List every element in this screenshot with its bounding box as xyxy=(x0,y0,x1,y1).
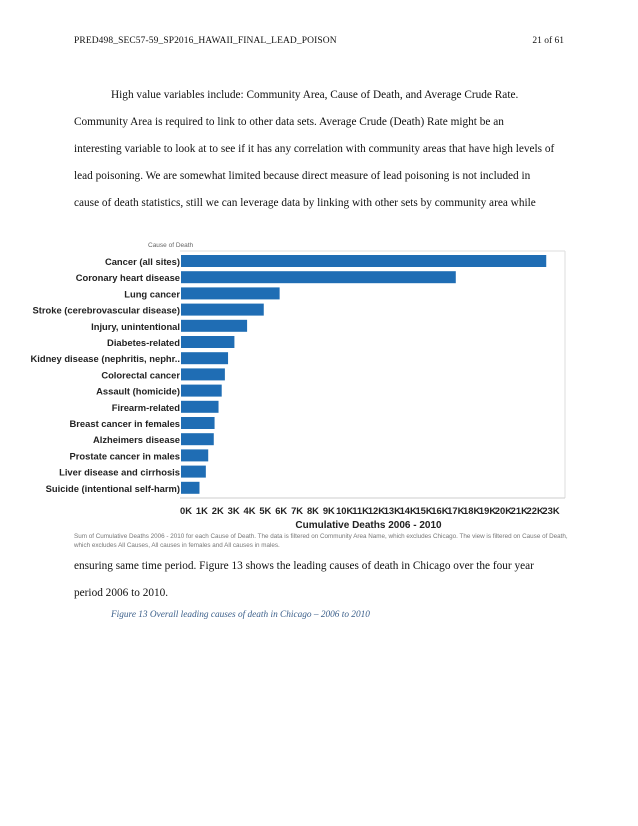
x-tick-label: 18K xyxy=(463,505,481,516)
bar-chart-svg xyxy=(30,237,570,532)
category-label: Coronary heart disease xyxy=(75,272,180,284)
bar xyxy=(181,466,206,478)
bar xyxy=(181,304,264,316)
body-line: cause of death statistics, still we can leverage data by linking with other sets by community area while xyxy=(74,197,536,209)
x-tick-label: 7K xyxy=(291,505,304,516)
chart-note: Sum of Cumulative Deaths 2006 - 2010 for each Cause of Death. The data is filtered on Community Area Name, which excludes Chicago. The view is filtered on Cause of Death, which excludes All Causes, All causes in females and All causes in males. xyxy=(74,533,568,549)
x-tick-label: 9K xyxy=(322,505,335,516)
figure-caption: Figure 13 Overall leading causes of death in Chicago – 2006 to 2010 xyxy=(111,610,370,620)
x-tick-label: 23K xyxy=(542,505,560,516)
page-number: 21 of 61 xyxy=(532,36,564,46)
category-label: Stroke (cerebrovascular disease) xyxy=(32,304,180,316)
bar xyxy=(181,401,219,413)
x-tick-label: 1K xyxy=(195,505,208,516)
x-tick-label: 20K xyxy=(494,505,512,516)
bar xyxy=(181,482,199,494)
body-line: Community Area is required to link to other data sets. Average Crude (Death) Rate might be an xyxy=(74,116,504,128)
x-tick-label: 22K xyxy=(526,505,544,516)
bar xyxy=(181,385,222,397)
body-line: lead poisoning. We are somewhat limited because direct measure of lead poisoning is not included in xyxy=(74,170,531,182)
x-tick-label: 0K xyxy=(180,505,192,516)
category-label: Injury, unintentional xyxy=(91,320,180,332)
x-tick-label: 21K xyxy=(510,505,528,516)
running-title: PRED498_SEC57-59_SP2016_HAWAII_FINAL_LEAD_POISON xyxy=(74,36,337,46)
x-tick-label: 13K xyxy=(383,505,401,516)
x-tick-label: 11K xyxy=(352,505,369,516)
x-tick-label: 16K xyxy=(431,505,449,516)
bar xyxy=(181,417,215,429)
x-axis-label: Cumulative Deaths 2006 - 2010 xyxy=(295,520,442,531)
x-tick-label: 17K xyxy=(447,505,465,516)
category-label: Diabetes-related xyxy=(107,337,180,348)
x-tick-label: 14K xyxy=(399,505,417,516)
bar-chart xyxy=(30,237,570,557)
bar xyxy=(181,271,456,283)
x-tick-label: 8K xyxy=(306,505,319,516)
body-paragraph xyxy=(74,82,570,217)
body-line: interesting variable to look at to see if it has any correlation with community areas that have high levels of xyxy=(74,143,555,155)
category-label: Prostate cancer in males xyxy=(69,450,180,462)
bar xyxy=(181,449,208,461)
bar xyxy=(181,433,214,445)
x-tick-label: 15K xyxy=(415,505,433,516)
category-label: Assault (homicide) xyxy=(96,385,180,397)
category-label: Liver disease and cirrhosis xyxy=(59,466,180,478)
bar xyxy=(181,352,228,364)
body-line: ensuring same time period. Figure 13 shows the leading causes of death in Chicago over the four year xyxy=(74,560,534,572)
x-tick-label: 3K xyxy=(227,505,240,516)
bar xyxy=(181,255,546,267)
body-line: period 2006 to 2010. xyxy=(74,587,169,599)
x-tick-label: 4K xyxy=(243,505,256,516)
body-paragraph-continued xyxy=(74,553,570,607)
category-label: Cancer (all sites) xyxy=(104,256,180,267)
x-tick-label: 10K xyxy=(336,505,354,516)
bar xyxy=(181,320,247,332)
x-tick-label: 6K xyxy=(275,505,288,516)
x-tick-label: 5K xyxy=(259,505,272,516)
category-label: Alzheimers disease xyxy=(92,434,180,446)
category-label: Kidney disease (nephritis, nephr.. xyxy=(30,353,180,365)
bar xyxy=(181,368,225,380)
bar xyxy=(181,287,280,299)
category-label: Lung cancer xyxy=(124,288,180,300)
x-tick-label: 12K xyxy=(367,505,386,516)
category-label: Firearm-related xyxy=(111,401,180,413)
body-line: High value variables include: Community Area, Cause of Death, and Average Crude Rate. xyxy=(111,89,519,101)
bar xyxy=(181,336,234,348)
category-label: Colorectal cancer xyxy=(101,369,180,381)
category-label: Suicide (intentional self-harm) xyxy=(45,482,180,494)
x-tick-label: 19K xyxy=(478,505,497,516)
dimension-header: Cause of Death xyxy=(148,242,194,249)
category-label: Breast cancer in females xyxy=(69,418,180,429)
x-tick-label: 2K xyxy=(211,505,224,516)
